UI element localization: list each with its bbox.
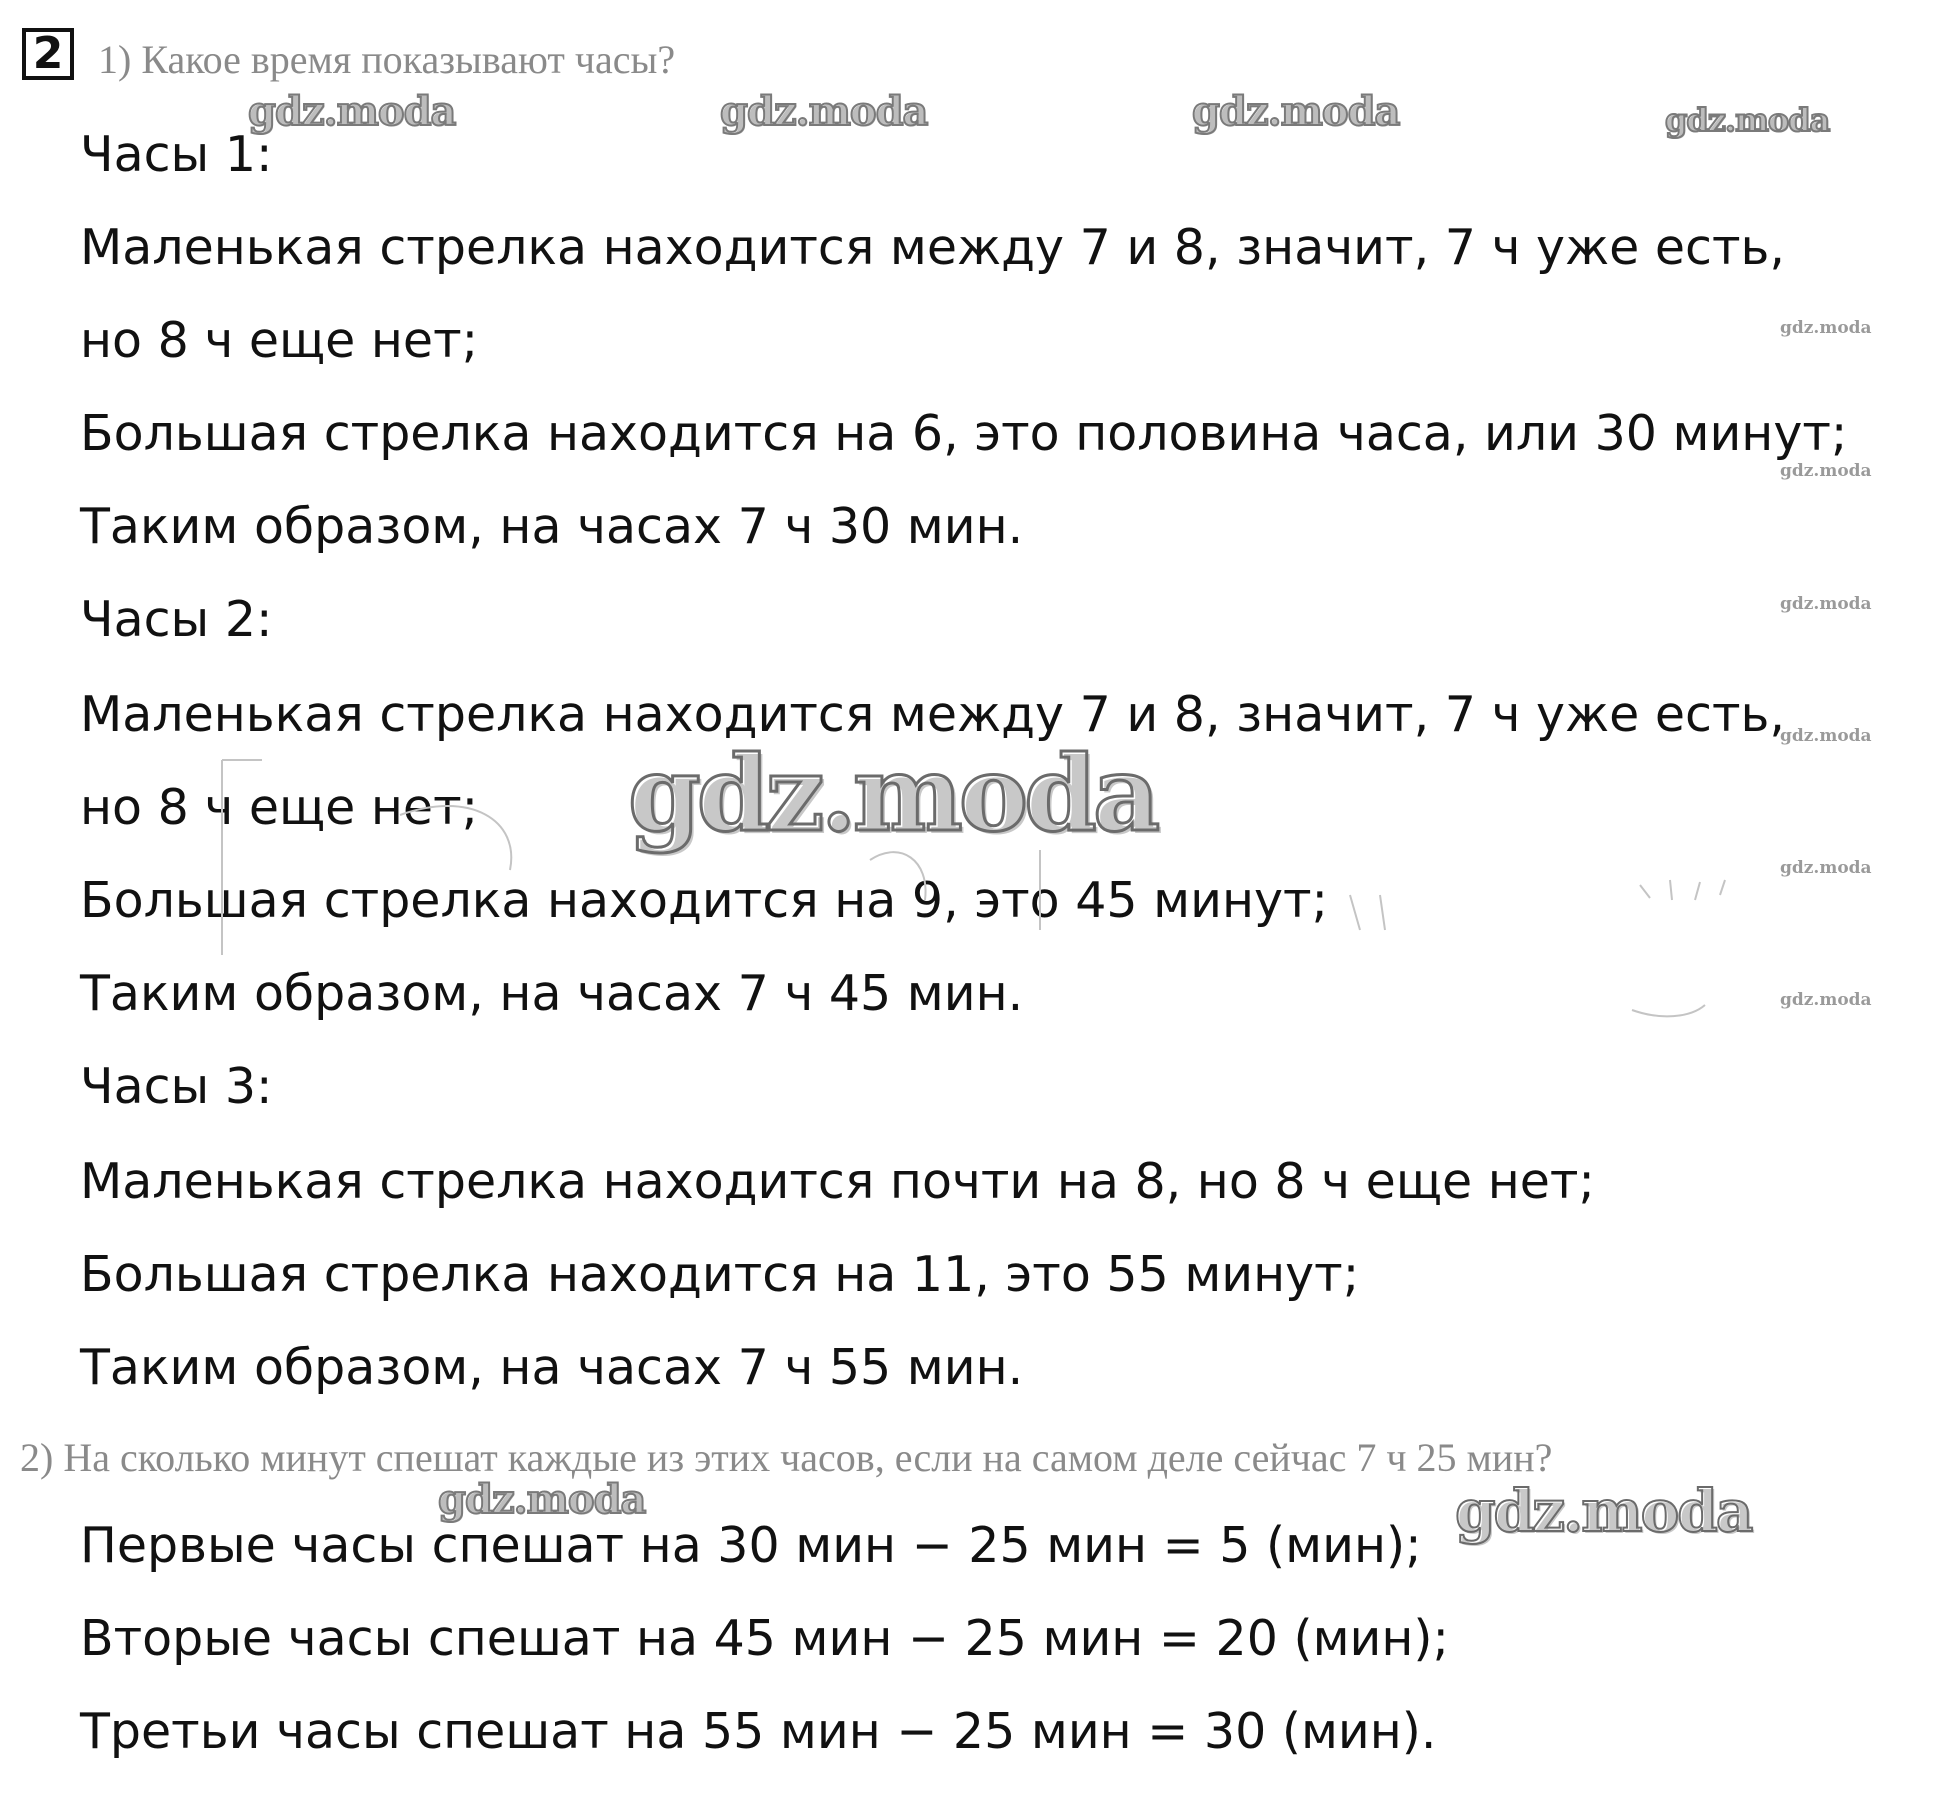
watermark: gdz.moda: [248, 88, 456, 135]
watermark: gdz.moda: [1780, 726, 1872, 746]
clock2-title: Часы 2:: [80, 591, 273, 648]
clock1-line3: Большая стрелка находится на 6, это половина часа, или 30 минут;: [80, 405, 1848, 462]
clock1-title: Часы 1:: [80, 126, 273, 183]
watermark-medium: gdz.moda: [1455, 1477, 1752, 1545]
task-number-box: 2: [22, 28, 74, 80]
clock1-line2: но 8 ч еще нет;: [80, 312, 479, 369]
watermark: gdz.moda: [1665, 101, 1830, 139]
watermark: gdz.moda: [1192, 88, 1400, 135]
watermark: gdz.moda: [720, 88, 928, 135]
watermark: gdz.moda: [1780, 318, 1872, 338]
clock3-line3: Таким образом, на часах 7 ч 55 мин.: [80, 1339, 1024, 1396]
watermark: gdz.moda: [1780, 594, 1872, 614]
clock2-line3: Большая стрелка находится на 9, это 45 минут;: [80, 872, 1329, 929]
answer2-line1: Первые часы спешат на 30 мин − 25 мин = 5 (мин);: [80, 1517, 1422, 1574]
watermark-large: gdz.moda: [628, 732, 1157, 855]
clock1-line1: Маленькая стрелка находится между 7 и 8, значит, 7 ч уже есть,: [80, 219, 1785, 276]
clock3-title: Часы 3:: [80, 1058, 273, 1115]
clock2-line1: Маленькая стрелка находится между 7 и 8, значит, 7 ч уже есть,: [80, 686, 1785, 743]
clock2-line4: Таким образом, на часах 7 ч 45 мин.: [80, 965, 1024, 1022]
answer2-line2: Вторые часы спешат на 45 мин − 25 мин = 20 (мин);: [80, 1610, 1450, 1667]
clock2-line2: но 8 ч еще нет;: [80, 779, 479, 836]
watermark: gdz.moda: [1780, 461, 1872, 481]
clock3-line1: Маленькая стрелка находится почти на 8, но 8 ч еще нет;: [80, 1153, 1595, 1210]
clock1-line4: Таким образом, на часах 7 ч 30 мин.: [80, 498, 1024, 555]
answer2-line3: Третьи часы спешат на 55 мин − 25 мин = 30 (мин).: [80, 1703, 1437, 1760]
question-2: 2) На сколько минут спешат каждые из этих часов, если на самом деле сейчас 7 ч 25 мин?: [20, 1435, 1553, 1480]
clock3-line2: Большая стрелка находится на 11, это 55 минут;: [80, 1246, 1360, 1303]
watermark: gdz.moda: [1780, 858, 1872, 878]
watermark: gdz.moda: [438, 1476, 646, 1523]
question-1: 1) Какое время показывают часы?: [98, 37, 676, 82]
watermark: gdz.moda: [1780, 990, 1872, 1010]
